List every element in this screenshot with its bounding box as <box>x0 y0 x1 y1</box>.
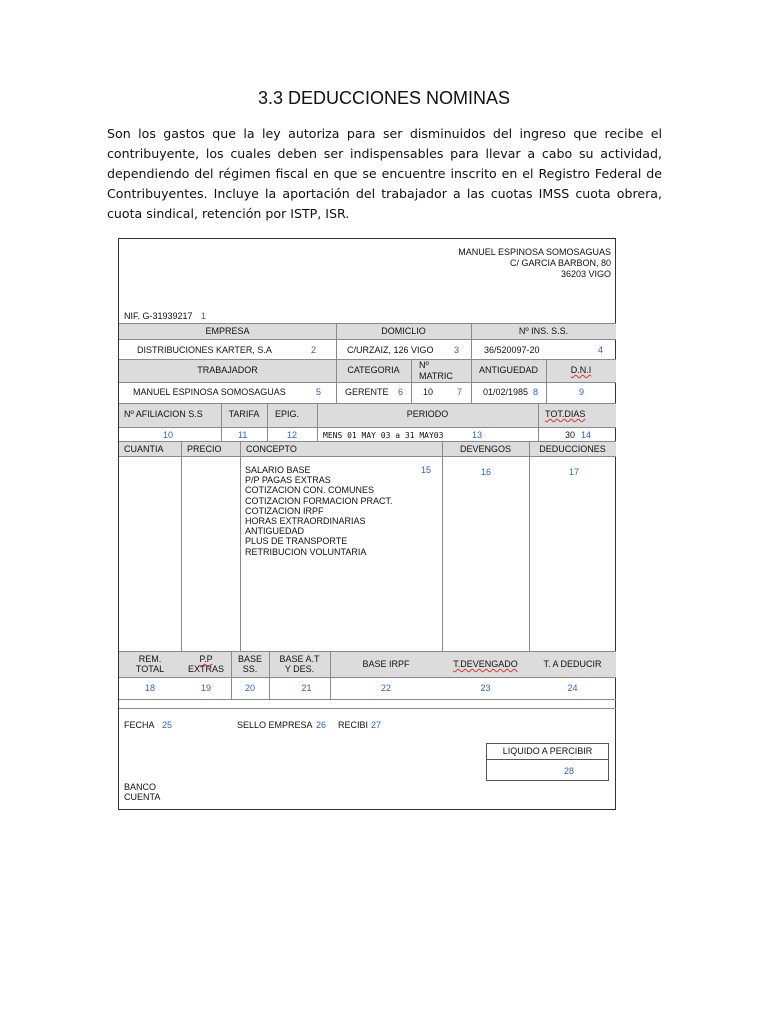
list-item: COTIZACION CON. COMUNES <box>245 485 375 496</box>
intro-paragraph: Son los gastos que la ley autoriza para ser disminuidos del ingreso que recibe el contribuyente, los cuales deben ser indispensables para llevar a cabo su actividad, dependiendo del régimen fiscal en que se encuentre inscrito en el Registro Federal de Contribuyentes. Incluye la aportación del trabajador a las cuotas IMSS cuota obrera, cuota sindical, retención por ISTP, ISR. <box>107 126 662 221</box>
nif-num: 1 <box>201 311 207 321</box>
list-item: ANTIGUEDAD <box>245 526 305 537</box>
empresa-value: DISTRIBUCIONES KARTER, S.A <box>137 345 272 355</box>
header-afiliacion: Nº AFILIACION S.S <box>124 409 203 419</box>
concepto-num: 15 <box>421 465 432 475</box>
list-item: P/P PAGAS EXTRAS <box>245 475 331 486</box>
epig-num: 12 <box>287 430 298 440</box>
header-base: BASE <box>237 654 262 664</box>
header-concepto: CONCEPTO <box>246 444 297 454</box>
header-categoria: CATEGORIA <box>347 365 400 375</box>
list-item: COTIZACION FORMACION PRACT. <box>245 495 393 506</box>
fecha-label: FECHA <box>124 720 155 730</box>
tot-dias-num: 14 <box>581 430 592 440</box>
recibi-num: 27 <box>371 720 382 730</box>
header-empresa: EMPRESA <box>205 326 250 336</box>
header-cuantia: CUANTIA <box>124 444 164 454</box>
antiguedad-value: 01/02/1985 <box>483 387 529 397</box>
header-domicilio: DOMICLIO <box>381 326 426 336</box>
ins-ss-value: 36/520097-20 <box>484 345 540 355</box>
afiliacion-num: 10 <box>163 430 174 440</box>
liquido-label: LIQUIDO A PERCIBIR <box>502 746 593 756</box>
categoria-value: GERENTE <box>345 387 389 397</box>
header-dni: D.N.I <box>570 365 592 375</box>
header-ss: SS. <box>242 664 258 674</box>
company-name: MANUEL ESPINOSA SOMOSAGUAS <box>458 247 611 257</box>
list-item: PLUS DE TRANSPORTE <box>245 536 348 547</box>
devengos-num: 16 <box>481 467 492 477</box>
list-item: HORAS EXTRAORDINARIAS <box>245 516 366 527</box>
base-irpf-num: 22 <box>380 683 391 693</box>
header-tot-dias: TOT.DIAS <box>545 409 586 419</box>
categoria-num: 6 <box>398 387 404 397</box>
header-antiguedad: ANTIGUEDAD <box>478 365 538 375</box>
header-deducciones: DEDUCCIONES <box>539 444 606 454</box>
matric-value: 10 <box>423 387 434 397</box>
rem-total-num: 18 <box>144 683 155 693</box>
deducciones-num: 17 <box>569 467 580 477</box>
base-ss-num: 20 <box>244 683 255 693</box>
domicilio-value: C/URZAIZ, 126 VIGO <box>347 345 434 355</box>
header-matric: Nº MATRIC <box>419 360 453 381</box>
t-deducir-num: 24 <box>567 683 578 693</box>
nif-label: NIF. G-31939217 <box>124 311 193 321</box>
header-devengos: DEVENGOS <box>459 444 511 454</box>
company-city: 36203 VIGO <box>560 269 611 279</box>
recibi-label: RECIBI <box>338 720 369 730</box>
header-base-at: BASE A.T <box>279 654 320 664</box>
company-street: C/ GARCIA BARBON, 80 <box>509 258 611 268</box>
header-t-deducir: T. A DEDUCIR <box>543 659 602 669</box>
dni-num: 9 <box>579 387 585 397</box>
concept-list <box>245 465 393 557</box>
fecha-num: 25 <box>162 720 173 730</box>
t-devengado-num: 23 <box>480 683 491 693</box>
header-pp: P.P <box>199 654 213 664</box>
tot-dias-value: 30 <box>565 430 576 440</box>
domicilio-num: 3 <box>454 345 460 355</box>
header-epig: EPIG. <box>274 409 299 419</box>
empresa-num: 2 <box>311 345 317 355</box>
tarifa-num: 11 <box>238 430 248 440</box>
base-at-num: 21 <box>301 683 312 693</box>
periodo-value: MENS 01 MAY 03 a 31 MAY03 <box>323 431 444 440</box>
pp-extras-num: 19 <box>200 683 211 693</box>
ins-ss-num: 4 <box>598 345 604 355</box>
header-trabajador: TRABAJADOR <box>197 365 258 375</box>
antiguedad-num: 8 <box>533 387 539 397</box>
sello-label: SELLO EMPRESA <box>237 720 313 730</box>
header-extras: EXTRAS <box>187 664 224 674</box>
liquido-num: 28 <box>563 766 574 776</box>
cuenta-label: CUENTA <box>124 792 161 802</box>
list-item: RETRIBUCION VOLUNTARIA <box>245 546 367 557</box>
header-periodo: PERIODO <box>406 409 449 419</box>
matric-num: 7 <box>457 387 463 397</box>
header-ins-ss: Nº INS. S.S. <box>518 326 569 336</box>
banco-label: BANCO <box>124 782 157 792</box>
page-title: 3.3 DEDUCCIONES NOMINAS <box>257 88 511 108</box>
header-tarifa: TARIFA <box>228 409 260 419</box>
trabajador-value: MANUEL ESPINOSA SOMOSAGUAS <box>133 387 286 397</box>
list-item: SALARIO BASE <box>245 465 311 475</box>
periodo-num: 13 <box>472 430 483 440</box>
header-y-des: Y DES. <box>284 664 315 674</box>
header-total: TOTAL <box>135 664 165 674</box>
header-base-irpf: BASE IRPF <box>362 659 410 669</box>
sello-num: 26 <box>316 720 327 730</box>
header-precio: PRECIO <box>187 444 222 454</box>
payroll-form <box>118 238 616 810</box>
trabajador-num: 5 <box>316 387 322 397</box>
header-t-devengado: T.DEVENGADO <box>453 659 518 669</box>
list-item: COTIZACION IRPF <box>245 505 324 516</box>
header-rem: REM. <box>138 654 162 664</box>
